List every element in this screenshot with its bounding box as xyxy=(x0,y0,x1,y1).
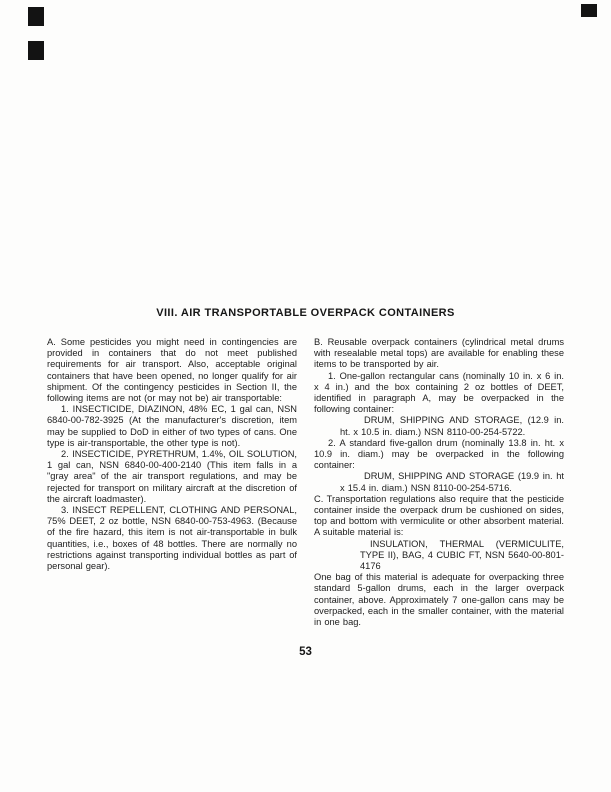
drum-spec-1: DRUM, SHIPPING AND STORAGE, (12.9 in. ht. x 10.5 in. diam.) NSN 8110-00-254-5722. xyxy=(340,415,564,437)
paragraph-a-item-1: 1. INSECTICIDE, DIAZINON, 48% EC, 1 gal can, NSN 6840-00-782-3925 (At the manufacturer's discretion, item may be supplied to DoD in either of two types of cans. One type is air-transportable, the other type is not). xyxy=(47,404,297,448)
drum-spec-2: DRUM, SHIPPING AND STORAGE (19.9 in. ht x 15.4 in. diam.) NSN 8110-00-254-5716. xyxy=(340,471,564,493)
scan-mark xyxy=(28,7,44,26)
paragraph-a-item-2: 2. INSECTICIDE, PYRETHRUM, 1.4%, OIL SOLUTION, 1 gal can, NSN 6840-00-400-2140 (This item falls in a "gray area" of the air transport regulations, and may be rejected for transport on military aircraft at the discretion of the aircraft loadmaster). xyxy=(47,449,297,504)
paragraph-b-item-2: 2. A standard five-gallon drum (nominally 13.8 in. ht. x 10.9 in. diam.) may be overpacked in the following container: xyxy=(314,437,564,471)
closing-paragraph: One bag of this material is adequate for overpacking three standard 5-gallon drums, each in the larger overpack container, above. Approximately 7 one-gallon cans may be overpacked, each in the smaller container, with the material in one bag. xyxy=(314,572,564,628)
paragraph-c: C. Transportation regulations also require that the pesticide container inside the overpack drum be cushioned on sides, top and bottom with vermiculite or other absorbent material. A suitable material is: xyxy=(314,493,564,538)
section-heading: VIII. AIR TRANSPORTABLE OVERPACK CONTAINERS xyxy=(156,307,455,319)
scan-mark xyxy=(28,41,44,60)
paragraph-b: B. Reusable overpack containers (cylindrical metal drums with resealable metal tops) are available for enabling these items to be transported by air. xyxy=(314,337,564,370)
left-column xyxy=(47,337,297,628)
text-columns xyxy=(47,337,564,628)
page-number: 53 xyxy=(299,646,312,658)
right-column xyxy=(314,337,564,628)
paragraph-a: A. Some pesticides you might need in contingencies are provided in containers that do not meet published requirements for air transport. Also, acceptable original containers that have been opened, no longer qualify for air shipment. Of the contingency pesticides in Section II, the following items are not (or may not be) air transportable: xyxy=(47,337,297,404)
insulation-spec: INSULATION, THERMAL (VERMICULITE, TYPE II), BAG, 4 CUBIC FT, NSN 5640-00-801-4176 xyxy=(360,538,564,572)
scan-mark xyxy=(581,4,597,17)
paragraph-a-item-3: 3. INSECT REPELLENT, CLOTHING AND PERSONAL, 75% DEET, 2 oz bottle, NSN 6840-00-753-4963. (Because of the fire hazard, this item is not air-transportable in bulk quantities, i.e., boxes of 48 bottles. There are normally no restrictions against transporting individual bottles as part of personal gear). xyxy=(47,505,297,572)
paragraph-b-item-1: 1. One-gallon rectangular cans (nominally 10 in. x 6 in. x 4 in.) and the box containing 2 oz bottles of DEET, identified in paragraph A, may be overpacked in the following container: xyxy=(314,370,564,415)
